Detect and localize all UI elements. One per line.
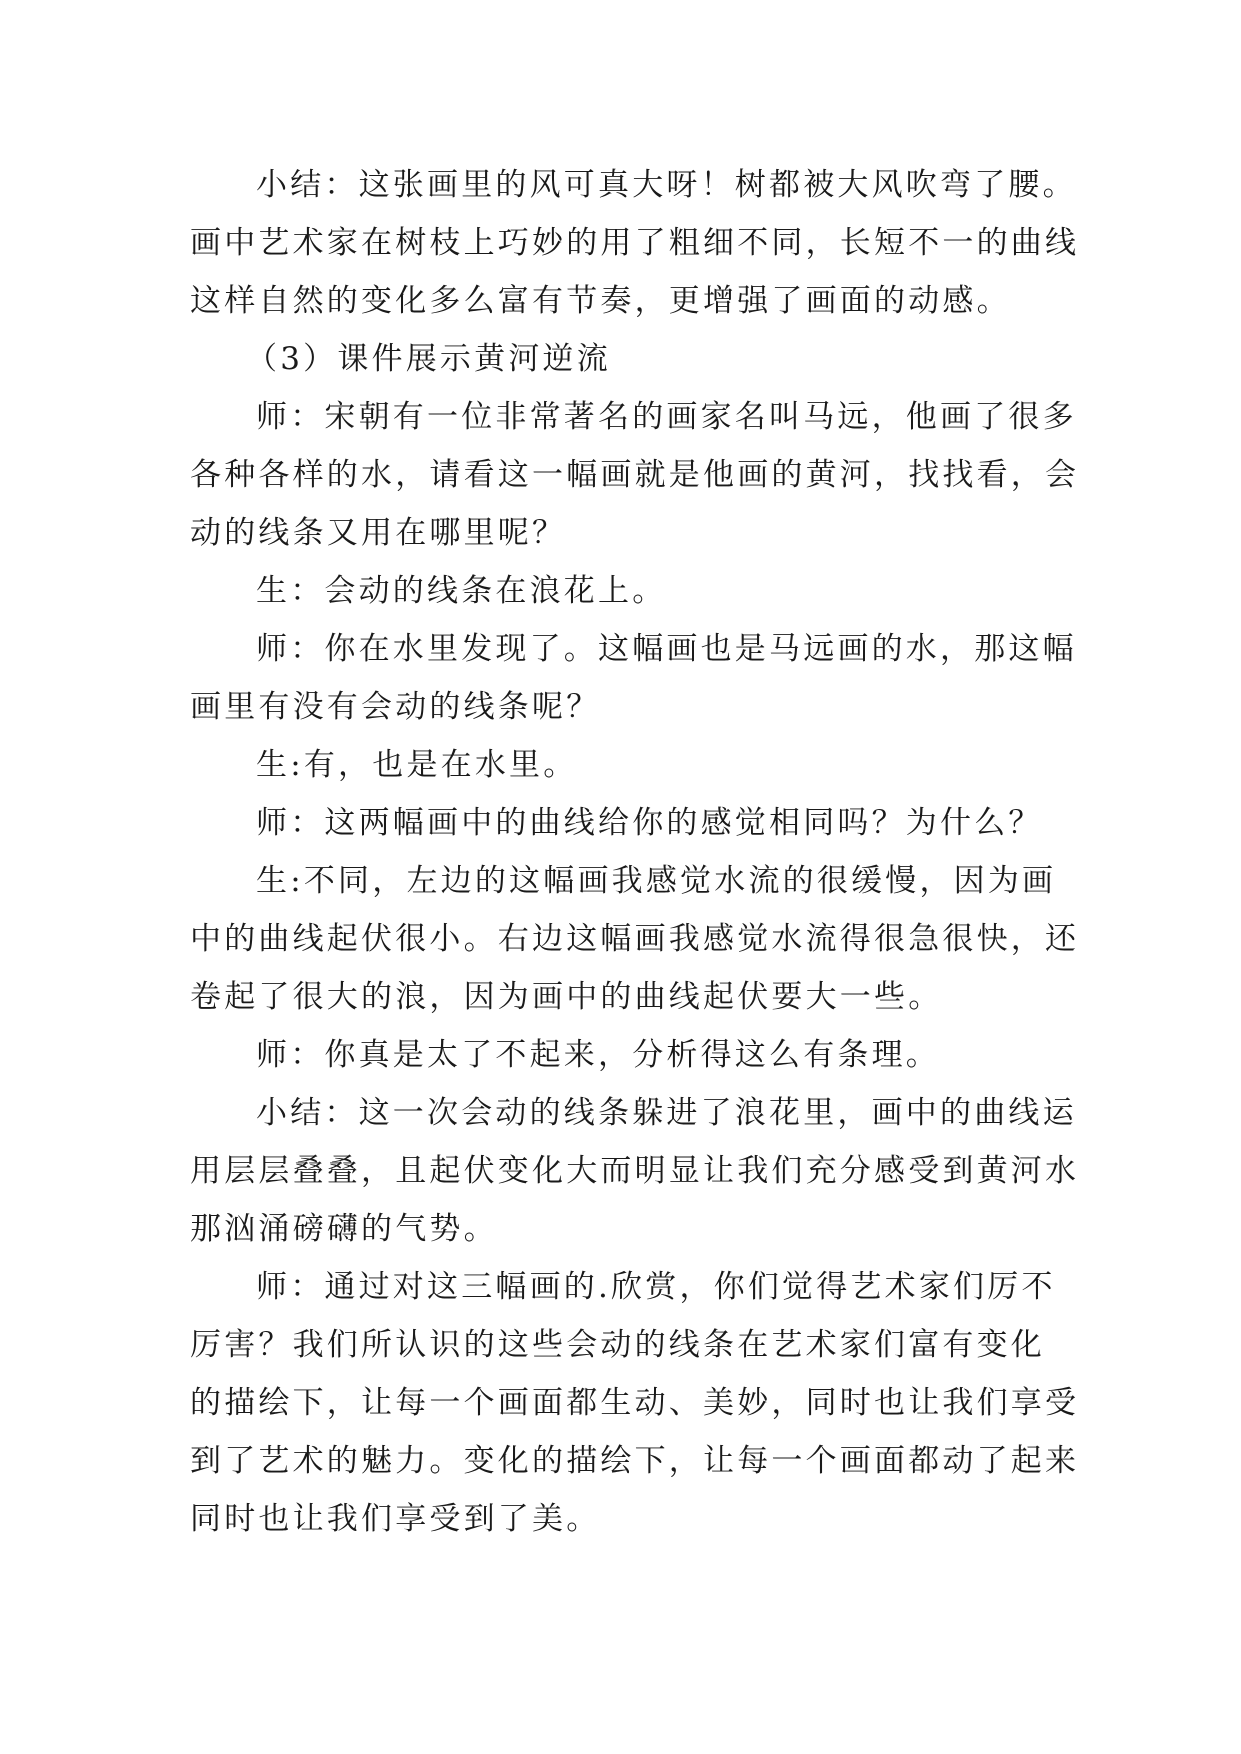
text-line-21: 厉害？我们所认识的这些会动的线条在艺术家们富有变化 [190, 1327, 1045, 1363]
text-line-12: 师：这两幅画中的曲线给你的感觉相同吗？为什么？ [256, 805, 1043, 841]
text-line-16: 师：你真是太了不起来，分析得这么有条理。 [256, 1037, 940, 1073]
text-line-1: 小结：这张画里的风可真大呀！树都被大风吹弯了腰。 [256, 167, 1077, 203]
text-line-11: 生:有，也是在水里。 [256, 747, 578, 783]
text-line-20: 师：通过对这三幅画的.欣赏，你们觉得艺术家们厉不 [256, 1269, 1056, 1305]
text-line-8: 生：会动的线条在浪花上。 [256, 573, 667, 609]
text-line-24: 同时也让我们享受到了美。 [190, 1501, 601, 1537]
text-line-23: 到了艺术的魅力。变化的描绘下，让每一个画面都动了起来 [190, 1443, 1080, 1479]
text-line-9: 师：你在水里发现了。这幅画也是马远画的水，那这幅 [256, 631, 1077, 667]
text-line-7: 动的线条又用在哪里呢？ [190, 515, 567, 551]
text-line-5: 师：宋朝有一位非常著名的画家名叫马远，他画了很多 [256, 399, 1077, 435]
text-line-15: 卷起了很大的浪，因为画中的曲线起伏要大一些。 [190, 979, 943, 1015]
text-line-3: 这样自然的变化多么富有节奏，更增强了画面的动感。 [190, 283, 1011, 319]
text-line-13: 生:不同，左边的这幅画我感觉水流的很缓慢，因为画 [256, 863, 1057, 899]
text-line-17: 小结：这一次会动的线条躲进了浪花里，画中的曲线运 [256, 1095, 1077, 1131]
text-line-14: 中的曲线起伏很小。右边这幅画我感觉水流得很急很快，还 [190, 921, 1080, 957]
section-heading: （3）课件展示黄河逆流 [246, 341, 611, 377]
text-line-2: 画中艺术家在树枝上巧妙的用了粗细不同，长短不一的曲线 [190, 225, 1080, 261]
text-line-10: 画里有没有会动的线条呢？ [190, 689, 601, 725]
text-line-19: 那汹涌磅礴的气势。 [190, 1211, 498, 1247]
text-line-22: 的描绘下，让每一个画面都生动、美妙，同时也让我们享受 [190, 1385, 1080, 1421]
text-line-18: 用层层叠叠，且起伏变化大而明显让我们充分感受到黄河水 [190, 1153, 1080, 1189]
text-line-6: 各种各样的水，请看这一幅画就是他画的黄河，找找看，会 [190, 457, 1080, 493]
